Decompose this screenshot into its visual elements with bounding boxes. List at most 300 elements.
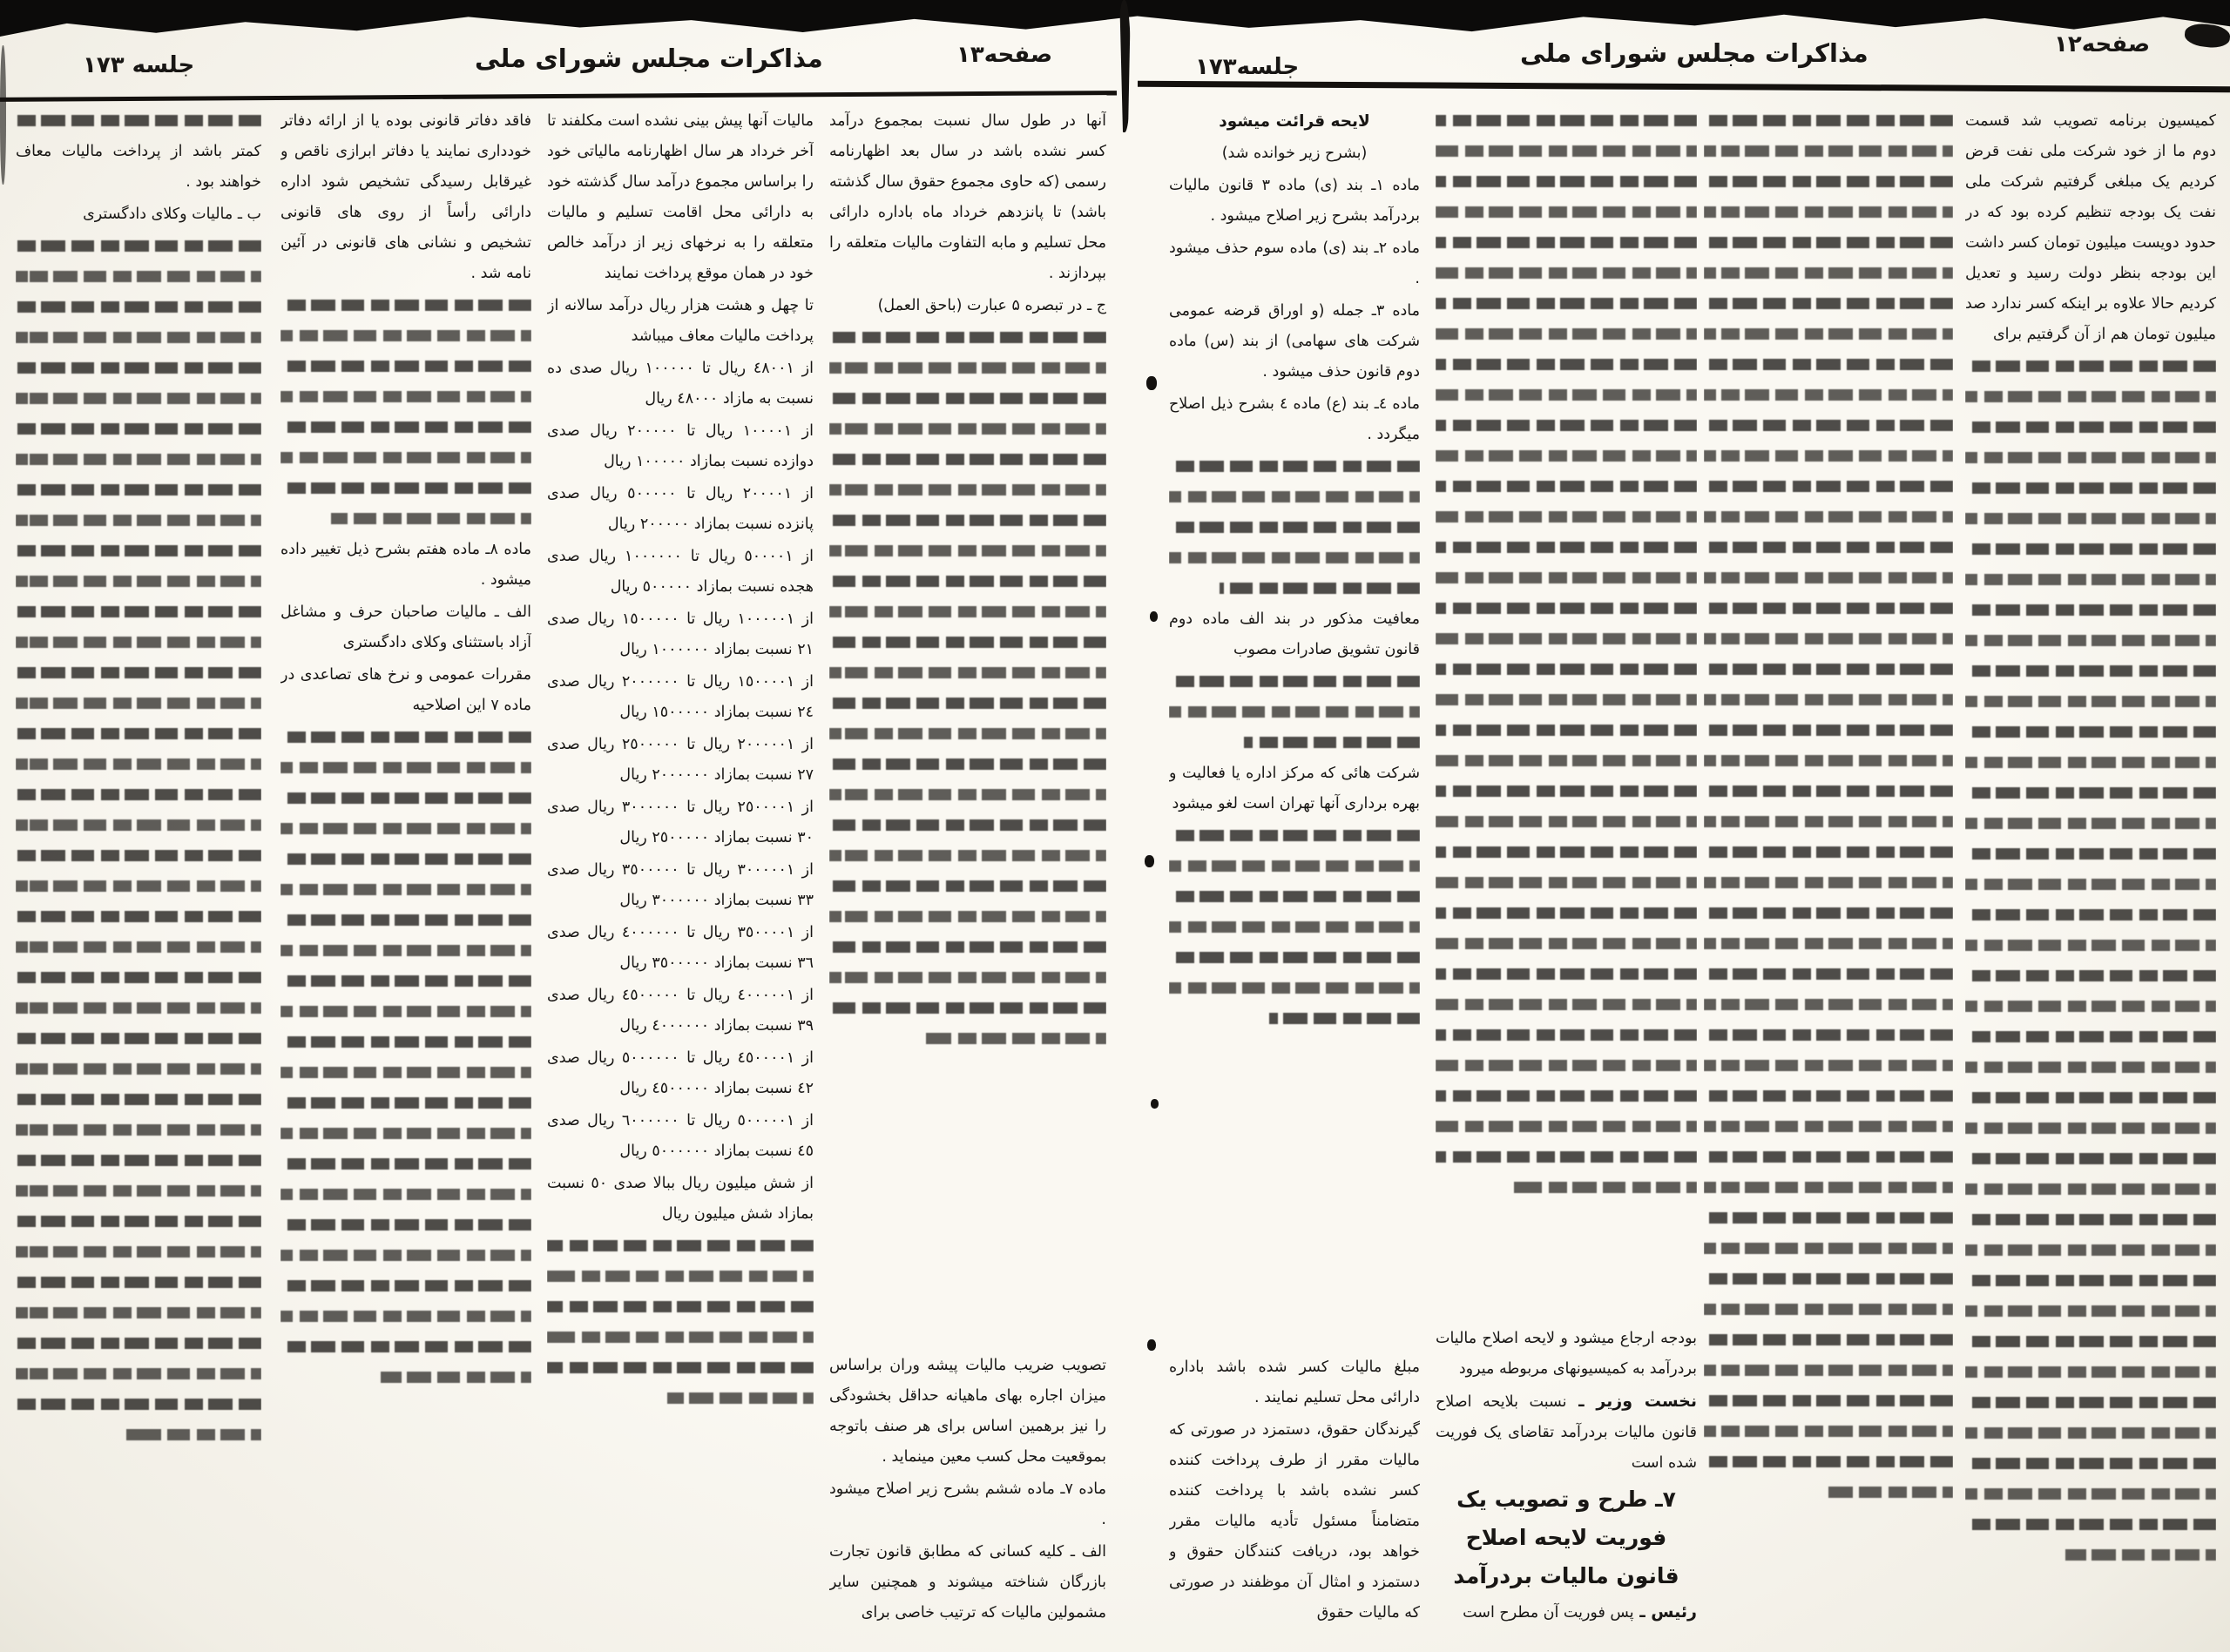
illegible-text-line	[280, 1280, 531, 1291]
illegible-text-line	[1436, 603, 1697, 614]
illegible-text-line	[16, 1399, 261, 1410]
illegible-text-line	[280, 1006, 531, 1017]
right-page-column-1	[1965, 106, 2216, 1630]
illegible-text-line	[16, 545, 261, 556]
illegible-text-line	[829, 423, 1106, 435]
tax-rate-row: از ٤٠٠٠٠٠١ ریال تا ٤٥٠٠٠٠٠ ریال صدی ٣٩ نسبت بمازاد ٤٠٠٠٠٠٠ ریال	[547, 987, 814, 1035]
illegible-text-line	[16, 698, 261, 709]
ink-speck	[1146, 376, 1157, 390]
illegible-text-line	[126, 1429, 261, 1440]
illegible-text-line	[547, 1271, 814, 1282]
illegible-text-line	[1704, 145, 1953, 157]
illegible-text-line	[1965, 1092, 2216, 1103]
column-spacer	[1169, 1035, 1420, 1352]
illegible-text-line	[547, 1301, 814, 1312]
illegible-text-line	[829, 728, 1106, 739]
illegible-text-line	[1704, 907, 1953, 919]
illegible-text-line	[1965, 879, 2216, 890]
illegible-text-line	[280, 1067, 531, 1078]
illegible-text-line	[16, 393, 261, 404]
paragraph: تصویب ضریب مالیات پیشه وران براساس میزان اجاره بهای ماهیانه حداقل بخشودگی را نیز برهمین اساس برای هر صنف باتوجه بموقعیت محل کسب معین مینماید .	[829, 1357, 1106, 1466]
illegible-text-line	[1965, 361, 2216, 372]
illegible-text-line	[16, 1277, 261, 1288]
illegible-text-line	[1965, 1183, 2216, 1195]
illegible-text-line	[1436, 907, 1697, 919]
illegible-text-line	[1704, 968, 1953, 980]
illegible-text-line	[16, 576, 261, 587]
illegible-text-line	[1704, 450, 1953, 462]
illegible-text-line	[829, 332, 1106, 343]
right-page-journal-title: مذاکرات مجلس شورای ملی	[1520, 38, 1868, 68]
illegible-text-line	[280, 300, 531, 311]
illegible-text-line	[1436, 1151, 1697, 1163]
illegible-text-line	[1704, 1182, 1953, 1193]
illegible-text-line	[1436, 481, 1697, 492]
ink-speck	[1151, 1099, 1159, 1109]
illegible-text-line	[829, 362, 1106, 374]
tax-rate-row: از ٤٨٠٠١ ریال تا ١٠٠٠٠٠ ریال صدی ده نسبت به مازاد ٤٨٠٠٠ ریال	[547, 360, 814, 408]
bill-reading-heading: لایحه قرائت میشود	[1219, 112, 1370, 131]
illegible-text-line	[1965, 1458, 2216, 1469]
ink-speck	[1150, 611, 1158, 622]
paragraph: ماده ۱ـ بند (ی) ماده ۳ قانون مالیات بردرآمد بشرح زیر اصلاح میشود .	[1169, 177, 1420, 225]
illegible-text-line	[1436, 694, 1697, 705]
illegible-text-line	[1704, 542, 1953, 553]
illegible-text-line	[547, 1332, 814, 1343]
illegible-text-line	[16, 515, 261, 526]
right-page-header-rule	[1138, 81, 2230, 93]
illegible-text-line	[1436, 1090, 1697, 1102]
right-page-session-label: جلسه۱۷۳	[1195, 54, 1300, 80]
illegible-text-line	[829, 1002, 1106, 1014]
illegible-text-line	[1436, 267, 1697, 279]
illegible-text-line	[1965, 604, 2216, 616]
illegible-text-line	[1514, 1182, 1697, 1193]
paragraph: ماده ٤ـ بند (ع) ماده ٤ بشرح ذیل اصلاح میگردد .	[1169, 395, 1420, 443]
illegible-text-line	[547, 1240, 814, 1251]
illegible-text-line	[2065, 1549, 2216, 1561]
illegible-text-line	[1965, 391, 2216, 402]
illegible-text-line	[1704, 694, 1953, 705]
paragraph: بودجه ارجاع میشود و لایحه اصلاح مالیات بردرآمد به کمیسیونهای مربوطه میرود	[1436, 1330, 1697, 1378]
illegible-text-line	[1169, 830, 1420, 841]
right-page-column-4	[1169, 106, 1420, 1630]
illegible-text-line	[280, 762, 531, 773]
paragraph: شرکت هائی که مرکز اداره یا فعالیت و بهره برداری آنها تهران است لغو میشود	[1169, 765, 1420, 813]
left-page-column-4	[16, 106, 261, 1630]
paragraph: آنها در طول سال نسبت بمجموع درآمد کسر نشده باشد در سال بعد اظهارنامه رسمی (که حاوی مجموع حقوق سال گذشته باشد) تا پانزدهم خرداد ماه باداره دارائی محل تسلیم و مابه التفاوت مالیات متعلقه را بپردازند .	[829, 112, 1106, 282]
ink-blot	[2184, 22, 2230, 49]
illegible-text-line	[1965, 1519, 2216, 1530]
illegible-text-line	[829, 545, 1106, 556]
illegible-text-line	[16, 972, 261, 983]
tax-rate-row: از ٥٠٠٠٠٠١ ریال تا ٦٠٠٠٠٠٠ ریال صدی ٤٥ نسبت بمازاد ٥٠٠٠٠٠٠ ریال	[547, 1112, 814, 1160]
illegible-text-line	[16, 789, 261, 800]
illegible-text-line	[1704, 999, 1953, 1010]
illegible-text-line	[280, 823, 531, 834]
illegible-text-line	[1436, 115, 1697, 126]
illegible-text-line	[1436, 999, 1697, 1010]
paragraph: (بشرح زیر خوانده شد)	[1221, 145, 1368, 162]
illegible-text-line	[1965, 1031, 2216, 1042]
illegible-text-line	[1169, 461, 1420, 472]
illegible-text-line	[1704, 237, 1953, 248]
illegible-text-line	[1169, 676, 1420, 687]
illegible-text-line	[1965, 1488, 2216, 1500]
illegible-text-line	[1704, 1060, 1953, 1071]
illegible-text-line	[1244, 737, 1420, 748]
illegible-text-line	[1704, 725, 1953, 736]
illegible-text-line	[1436, 237, 1697, 248]
illegible-text-line	[16, 301, 261, 313]
illegible-text-line	[16, 1246, 261, 1258]
paragraph: فاقد دفاتر قانونی بوده یا از ارائه دفاتر خودداری نمایند یا دفاتر ابرازی ناقص و غیرقابل رسیدگی تشخیص شود اداره دارائی رأساً از روی های قانونی تشخیص و نشانی های قانونی در آئین نامه شد .	[280, 112, 531, 282]
illegible-text-line	[1965, 1366, 2216, 1378]
illegible-text-line	[1436, 816, 1697, 827]
illegible-text-line	[1965, 1153, 2216, 1164]
illegible-text-line	[1704, 1090, 1953, 1102]
illegible-text-line	[667, 1392, 814, 1404]
illegible-text-line	[1965, 421, 2216, 433]
illegible-text-line	[1436, 968, 1697, 980]
illegible-text-line	[1704, 115, 1953, 126]
tax-rate-row: از ٤٥٠٠٠٠١ ریال تا ٥٠٠٠٠٠٠ ریال صدی ٤٢ نسبت بمازاد ٤٥٠٠٠٠٠ ریال	[547, 1049, 814, 1097]
illegible-text-line	[829, 606, 1106, 617]
tax-rate-row: از ٢٠٠٠٠٠١ ریال تا ٢٥٠٠٠٠٠ ریال صدی ٢٧ نسبت بمازاد ٢٠٠٠٠٠٠ ریال	[547, 736, 814, 784]
illegible-text-line	[1436, 176, 1697, 187]
illegible-text-line	[280, 1189, 531, 1200]
illegible-text-line	[331, 513, 531, 524]
illegible-text-line	[280, 482, 531, 494]
speaker-name: نخست وزیر ـ	[1566, 1392, 1697, 1411]
illegible-text-line	[1169, 491, 1420, 502]
illegible-text-line	[1704, 267, 1953, 279]
right-page-column-3	[1436, 106, 1697, 1630]
illegible-text-line	[16, 911, 261, 922]
illegible-text-line	[16, 1155, 261, 1166]
ink-speck	[1147, 1339, 1156, 1351]
illegible-text-line	[1704, 1151, 1953, 1163]
edge-smear	[0, 45, 6, 185]
illegible-text-line	[280, 945, 531, 956]
illegible-text-line	[16, 606, 261, 617]
illegible-text-line	[547, 1362, 814, 1373]
illegible-text-line	[16, 759, 261, 770]
illegible-text-line	[16, 880, 261, 892]
illegible-text-line	[829, 911, 1106, 922]
illegible-text-line	[280, 884, 531, 895]
tax-rate-row: از ١٥٠٠٠٠١ ریال تا ٢٠٠٠٠٠٠ ریال صدی ٢٤ نسبت بمازاد ١٥٠٠٠٠٠ ریال	[547, 673, 814, 721]
illegible-text-line	[16, 271, 261, 282]
column-spacer	[829, 1055, 1106, 1351]
illegible-text-line	[1965, 970, 2216, 981]
column-spacer	[16, 1451, 261, 1630]
illegible-text-line	[1965, 1275, 2216, 1286]
illegible-text-line	[1965, 543, 2216, 555]
illegible-text-line	[16, 667, 261, 678]
illegible-text-line	[1704, 1304, 1953, 1315]
illegible-text-line	[1704, 359, 1953, 370]
left-page-header-rule	[0, 91, 1117, 102]
illegible-text-line	[1169, 706, 1420, 718]
illegible-text-line	[1436, 664, 1697, 675]
illegible-text-line	[16, 1307, 261, 1318]
illegible-text-line	[1436, 846, 1697, 858]
paragraph: کمیسیون برنامه تصویب شد قسمت دوم ما از خود شرکت ملی نفت قرض کردیم یک مبلغی گرفتیم شرکت ملی نفت یک بودجه تنظیم کرده بود که در حدود دویست میلیون تومان کسر داشت این بودجه بنظر دولت رسید و تعدیل کردیم حالا علاوه بر اینکه کسر ندارد صد میلیون تومان هم از آن گرفتیم برای	[1965, 112, 2216, 343]
illegible-text-line	[1704, 328, 1953, 340]
illegible-text-line	[1704, 1212, 1953, 1224]
column-spacer	[1704, 1508, 1953, 1630]
illegible-text-line	[1436, 877, 1697, 888]
tax-rate-row: از ٣٥٠٠٠٠١ ریال تا ٤٠٠٠٠٠٠ ریال صدی ٣٦ نسبت بمازاد ٣٥٠٠٠٠٠ ریال	[547, 924, 814, 972]
illegible-text-line	[1965, 1397, 2216, 1408]
illegible-text-line	[1704, 1334, 1953, 1345]
paragraph: ماده ۳ـ جمله (و اوراق قرضه عمومی شرکت های سهامی) از بند (س) ماده دوم قانون حذف میشود .	[1169, 302, 1420, 381]
column-spacer	[280, 1393, 531, 1630]
illegible-text-line	[280, 330, 531, 341]
illegible-text-line	[829, 972, 1106, 983]
illegible-text-line	[1436, 542, 1697, 553]
illegible-text-line	[1704, 664, 1953, 675]
illegible-text-line	[1269, 1013, 1420, 1024]
paragraph: الف ـ کلیه کسانی که مطابق قانون تجارت بازرگان شناخته میشوند و همچنین سایر مشمولین مالیات که ترتیب خاصی برای	[829, 1543, 1106, 1622]
illegible-text-line	[16, 332, 261, 343]
illegible-text-line	[280, 732, 531, 743]
illegible-text-line	[16, 423, 261, 435]
illegible-text-line	[16, 240, 261, 252]
illegible-text-line	[1704, 572, 1953, 583]
illegible-text-line	[1704, 298, 1953, 309]
illegible-text-line	[1436, 145, 1697, 157]
paragraph: الف ـ مالیات صاحبان حرف و مشاغل آزاد باستثنای وکلای دادگستری	[280, 603, 531, 651]
illegible-text-line	[829, 880, 1106, 892]
illegible-text-line	[1965, 1214, 2216, 1225]
illegible-text-line	[1965, 848, 2216, 860]
illegible-text-line	[16, 819, 261, 831]
illegible-text-line	[1965, 574, 2216, 585]
illegible-text-line	[1704, 1121, 1953, 1132]
illegible-text-line	[1704, 1029, 1953, 1041]
illegible-text-line	[1965, 635, 2216, 646]
illegible-text-line	[1965, 1062, 2216, 1073]
left-page-column-3	[280, 106, 531, 1630]
illegible-text-line	[16, 850, 261, 861]
illegible-text-line	[1169, 860, 1420, 872]
illegible-text-line	[280, 1158, 531, 1170]
left-page-column-1	[829, 106, 1106, 1630]
illegible-text-line	[381, 1372, 531, 1383]
illegible-text-line	[1965, 757, 2216, 768]
illegible-text-line	[280, 452, 531, 463]
illegible-text-line	[829, 850, 1106, 861]
illegible-text-line	[1169, 952, 1420, 963]
illegible-text-line	[280, 914, 531, 926]
illegible-text-line	[1169, 552, 1420, 563]
illegible-text-line	[1965, 787, 2216, 799]
illegible-text-line	[280, 421, 531, 433]
illegible-text-line	[1704, 176, 1953, 187]
illegible-text-line	[829, 515, 1106, 526]
illegible-text-line	[16, 1063, 261, 1075]
illegible-text-line	[1169, 522, 1420, 533]
speaker-remark: رئیس ـ پس فوریت آن مطرح است	[1463, 1602, 1697, 1622]
illegible-text-line	[829, 789, 1106, 800]
tax-rate-row: از ٢٠٠٠٠١ ریال تا ٥٠٠٠٠٠ ریال صدی پانزده نسبت بمازاد ٢٠٠٠٠٠ ریال	[547, 485, 814, 533]
tax-rate-row: از ١٠٠٠٠٠١ ریال تا ١٥٠٠٠٠٠ ریال صدی ٢١ نسبت بمازاد ١٠٠٠٠٠٠ ریال	[547, 610, 814, 658]
illegible-text-line	[1704, 481, 1953, 492]
illegible-text-line	[280, 1219, 531, 1231]
illegible-text-line	[829, 484, 1106, 496]
illegible-text-line	[1704, 1426, 1953, 1437]
illegible-text-line	[1436, 938, 1697, 949]
illegible-text-line	[1965, 1305, 2216, 1317]
illegible-text-line	[1965, 1336, 2216, 1347]
illegible-text-line	[280, 391, 531, 402]
illegible-text-line	[1704, 938, 1953, 949]
tax-rate-row: از ٥٠٠٠٠١ ریال تا ١٠٠٠٠٠٠ ریال صدی هجده نسبت بمازاد ٥٠٠٠٠٠ ریال	[547, 548, 814, 596]
speaker-name: رئیس ـ	[1633, 1602, 1697, 1622]
gutter-ink-streak	[1118, 0, 1131, 132]
illegible-text-line	[1436, 1121, 1697, 1132]
illegible-text-line	[1436, 786, 1697, 797]
illegible-text-line	[1965, 513, 2216, 524]
illegible-text-line	[280, 792, 531, 804]
illegible-text-line	[1169, 921, 1420, 933]
illegible-text-line	[1965, 909, 2216, 920]
illegible-text-line	[829, 698, 1106, 709]
illegible-text-line	[1436, 298, 1697, 309]
illegible-text-line	[1965, 482, 2216, 494]
illegible-text-line	[1704, 1365, 1953, 1376]
illegible-text-line	[1965, 1427, 2216, 1439]
paragraph: ب ـ مالیات وکلای دادگستری	[83, 206, 261, 223]
illegible-text-line	[280, 1128, 531, 1139]
illegible-text-line	[1828, 1487, 1953, 1498]
illegible-text-line	[16, 362, 261, 374]
illegible-text-line	[280, 1250, 531, 1261]
illegible-text-line	[1436, 1029, 1697, 1041]
illegible-text-line	[1436, 206, 1697, 218]
illegible-text-line	[1436, 633, 1697, 644]
illegible-text-line	[1704, 755, 1953, 766]
right-page-number: صفحه۱۲	[2054, 31, 2151, 57]
illegible-text-line	[1965, 940, 2216, 951]
illegible-text-line	[1704, 786, 1953, 797]
illegible-text-line	[16, 454, 261, 465]
illegible-text-line	[16, 1094, 261, 1105]
illegible-text-line	[1704, 206, 1953, 218]
illegible-text-line	[1436, 1060, 1697, 1071]
illegible-text-line	[1436, 359, 1697, 370]
illegible-text-line	[1704, 420, 1953, 431]
illegible-text-line	[1436, 511, 1697, 523]
illegible-text-line	[280, 975, 531, 987]
illegible-text-line	[280, 853, 531, 865]
illegible-text-line	[280, 1097, 531, 1109]
illegible-text-line	[1965, 1244, 2216, 1256]
illegible-text-line	[1965, 696, 2216, 707]
illegible-text-line	[1704, 389, 1953, 401]
paragraph: ماده ۲ـ بند (ی) ماده سوم حذف میشود .	[1169, 239, 1420, 287]
illegible-text-line	[1704, 877, 1953, 888]
illegible-text-line	[1704, 1273, 1953, 1285]
tax-rate-row: از شش میلیون ریال ببالا صدی ٥٠ نسبت بمازاد شش میلیون ریال	[547, 1175, 814, 1223]
illegible-text-line	[1965, 818, 2216, 829]
illegible-text-line	[16, 115, 261, 126]
illegible-text-line	[1704, 511, 1953, 523]
illegible-text-line	[1965, 452, 2216, 463]
illegible-text-line	[926, 1033, 1106, 1044]
illegible-text-line	[829, 454, 1106, 465]
illegible-text-line	[16, 1185, 261, 1197]
illegible-text-line	[280, 1036, 531, 1048]
paragraph: مالیات آنها پیش بینی نشده است مکلفند تا آخر خرداد هر سال اظهارنامه مالیاتی خود را براساس مجموع درآمد سال گذشته خود به دارائی محل اقامت تسلیم و مالیات متعلقه را به نرخهای زیر از درآمد خالص خود در همان موقع پرداخت نمایند	[547, 112, 814, 282]
paragraph: مبلغ مالیات کسر شده باشد باداره دارائی محل تسلیم نمایند .	[1169, 1359, 1420, 1406]
paragraph: ماده ۷ـ ماده ششم بشرح زیر اصلاح میشود .	[829, 1480, 1106, 1528]
illegible-text-line	[1965, 726, 2216, 738]
illegible-text-line	[1169, 982, 1420, 994]
right-page-column-2	[1704, 106, 1953, 1630]
illegible-text-line	[1436, 725, 1697, 736]
illegible-text-line	[1704, 816, 1953, 827]
paragraph: کمتر باشد از پرداخت مالیات معاف خواهند بود .	[16, 143, 261, 191]
illegible-text-line	[16, 1368, 261, 1379]
torn-edge-artifact	[0, 0, 2230, 37]
illegible-text-line	[829, 759, 1106, 770]
tax-rate-row: از ٢٥٠٠٠٠١ ریال تا ٣٠٠٠٠٠٠ ریال صدی ٣٠ نسبت بمازاد ٢٥٠٠٠٠٠ ریال	[547, 799, 814, 846]
tax-rate-row: از ٣٠٠٠٠٠١ ریال تا ٣٥٠٠٠٠٠ ریال صدی ٣٣ نسبت بمازاد ٣٠٠٠٠٠٠ ریال	[547, 861, 814, 909]
illegible-text-line	[16, 1216, 261, 1227]
illegible-text-line	[1436, 755, 1697, 766]
illegible-text-line	[829, 637, 1106, 648]
illegible-text-line	[1436, 328, 1697, 340]
left-page-column-2	[547, 106, 814, 1630]
illegible-text-line	[16, 1033, 261, 1044]
column-spacer	[1436, 1204, 1697, 1324]
paragraph: معافیت مذکور در بند الف ماده دوم قانون تشویق صادرات مصوب	[1169, 610, 1420, 658]
illegible-text-line	[829, 667, 1106, 678]
illegible-text-line	[1965, 1123, 2216, 1134]
prime-minister-remark: نخست وزیر ـ نسبت بلایحه اصلاح قانون مالیات بردرآمد تقاضای یک فوریت شده است	[1436, 1392, 1697, 1472]
illegible-text-line	[1169, 891, 1420, 902]
illegible-text-line	[1436, 389, 1697, 401]
illegible-text-line	[16, 941, 261, 953]
illegible-text-line	[16, 1002, 261, 1014]
illegible-text-line	[1436, 420, 1697, 431]
illegible-text-line	[1704, 1395, 1953, 1406]
illegible-text-line	[829, 576, 1106, 587]
illegible-text-line	[280, 1341, 531, 1352]
left-page-number: صفحه۱۳	[956, 42, 1053, 68]
illegible-text-line	[1704, 846, 1953, 858]
paragraph: گیرندگان حقوق، دستمزد در صورتی که مالیات مقرر از طرف پرداخت کننده کسر نشده باشد با پرداخت کننده متضامناً مسئول تأدیه مالیات مقرر خواهد بود، دریافت کنندگان حقوق و دستمزد و امثال آن موظفند در صورتی که مالیات حقوق	[1169, 1421, 1420, 1622]
illegible-text-line	[1436, 450, 1697, 462]
agenda-item-heading: ۷ـ طرح و تصویب یک فوریت لایحه اصلاح قانون مالیات بردرآمد	[1453, 1487, 1679, 1588]
illegible-text-line	[280, 1311, 531, 1322]
illegible-text-line	[1965, 665, 2216, 677]
column-spacer	[1965, 1571, 2216, 1630]
illegible-text-line	[829, 941, 1106, 953]
column-spacer	[547, 1414, 814, 1630]
tax-rate-row: از ١٠٠٠٠١ ریال تا ٢٠٠٠٠٠ ریال صدی دوازده نسبت بمازاد ١٠٠٠٠٠ ریال	[547, 422, 814, 470]
illegible-text-line	[16, 484, 261, 496]
left-page-journal-title: مذاکرات مجلس شورای ملی	[475, 44, 823, 73]
paragraph: ج ـ در تبصره ۵ عبارت (باحق العمل)	[877, 297, 1106, 314]
illegible-text-line	[16, 1338, 261, 1349]
tax-exemption-line: تا چهل و هشت هزار ریال درآمد سالانه از پرداخت مالیات معاف میباشد	[547, 297, 814, 345]
illegible-text-line	[1220, 583, 1420, 594]
illegible-text-line	[1704, 633, 1953, 644]
